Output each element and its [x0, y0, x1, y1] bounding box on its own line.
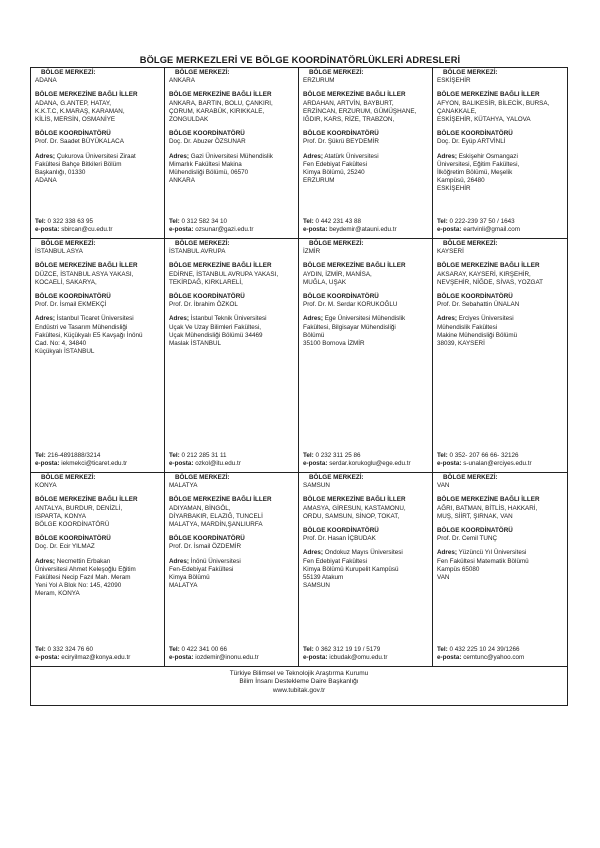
phone-label: Tel: [35, 645, 46, 653]
region-center-name: ANKARA [169, 77, 195, 85]
coordinator-name: Prof. Dr. Hasan İÇBUDAK [303, 535, 376, 543]
address-text: İstanbul Ticaret Üniversitesi Endüstri ve Tasarım Mühendisliği Fakültesi, Küçükyalı E5 Kavşağı İnönü Cad. No: 4, 34840 Küçükyalı İSTANBUL [35, 315, 143, 356]
region-center-label: BÖLGE MERKEZİ: [309, 69, 364, 76]
email-label: e-posta: [35, 459, 60, 467]
region-center-name: VAN [437, 482, 450, 490]
region-center-label: BÖLGE MERKEZİ: [41, 240, 96, 247]
address-text: Çukurova Üniversitesi Ziraat Fakültesi Bahçe Bitkileri Bölüm Başkanlığı, 01330 ADANA [35, 152, 136, 185]
page-title: BÖLGE MERKEZLERİ VE BÖLGE KOORDİNATÖRLÜKLERİ ADRESLERİ [139, 55, 461, 65]
region-center-name: KAYSERİ [437, 248, 464, 256]
coordinator-name: Prof. Dr. İsmail EKMEKÇİ [35, 301, 107, 309]
address-text: Erciyes Üniversitesi Mühendislik Fakültesi Makine Mühendisliği Bölümü 38039, KAYSERİ [437, 315, 518, 348]
address-label: Adres; [35, 557, 55, 565]
email-label: e-posta: [437, 653, 462, 661]
region-center-label: BÖLGE MERKEZİ: [175, 240, 230, 247]
provinces-list: AKSARAY, KAYSERİ, KIRŞEHİR, NEVŞEHİR, NİĞDE, SİVAS, YOZGAT [437, 270, 544, 286]
region-center-name: KONYA [35, 482, 57, 490]
email-link[interactable]: serdar.korukoglu@ege.edu.tr [329, 459, 411, 467]
coordinator-label: BÖLGE KOORDİNATÖRÜ [169, 293, 245, 301]
email-label: e-posta: [303, 653, 328, 661]
region-center-name: ERZURUM [303, 77, 335, 85]
region-cell [433, 68, 567, 239]
email-label: e-posta: [169, 459, 194, 467]
region-cell [165, 68, 299, 239]
provinces-list: AĞRI, BATMAN, BİTLİS, HAKKARİ, MUŞ, SİİRT, ŞIRNAK, VAN [437, 504, 538, 520]
phone-number: 0 322 338 63 95 [47, 217, 94, 225]
phone-label: Tel: [437, 451, 448, 459]
provinces-list: AFYON, BALIKESİR, BİLECİK, BURSA, ÇANAKKALE, ESKİŞEHİR, KÜTAHYA, YALOVA [437, 99, 550, 124]
region-center-label: BÖLGE MERKEZİ: [443, 474, 498, 481]
address-label: Adres; [169, 315, 189, 323]
email-label: e-posta: [303, 225, 328, 233]
phone-label: Tel: [35, 217, 46, 225]
provinces-list: ADANA, G.ANTEP, HATAY, K.K.T.C, K.MARAŞ, KARAMAN, KİLİS, MERSİN, OSMANİYE [35, 99, 125, 124]
coordinator-label: BÖLGE KOORDİNATÖRÜ [35, 535, 111, 543]
coordinator-label: BÖLGE KOORDİNATÖRÜ [169, 535, 245, 543]
phone-number: 0 362 312 19 19 / 5179 [315, 645, 381, 653]
coordinator-label: BÖLGE KOORDİNATÖRÜ [303, 130, 379, 138]
region-cell [165, 239, 299, 473]
region-center-name: SAMSUN [303, 482, 330, 490]
coordinator-name: Doç. Dr. Eyüp ARTVİNLİ [437, 138, 506, 146]
address-label: Adres; [437, 152, 457, 160]
region-cell [31, 239, 165, 473]
provinces-label: BÖLGE MERKEZİNE BAĞLI İLLER [169, 496, 272, 504]
email-link[interactable]: cemtunc@yahoo.com [463, 653, 525, 661]
provinces-label: BÖLGE MERKEZİNE BAĞLI İLLER [437, 262, 540, 270]
provinces-label: BÖLGE MERKEZİNE BAĞLI İLLER [35, 262, 138, 270]
address-label: Adres; [303, 315, 323, 323]
phone-number: 216-4891888/3214 [47, 451, 101, 459]
region-center-label: BÖLGE MERKEZİ: [41, 474, 96, 481]
email-link[interactable]: iekmekci@ticaret.edu.tr [61, 459, 128, 467]
address-text: Ondokuz Mayıs Üniversitesi Fen Edebiyat Fakültesi Kimya Bölümü Kurupelit Kampüsü 55139 Atakum SAMSUN [303, 549, 403, 590]
region-cell [165, 473, 299, 666]
region-center-label: BÖLGE MERKEZİ: [443, 240, 498, 247]
region-cell [31, 473, 165, 666]
provinces-label: BÖLGE MERKEZİNE BAĞLI İLLER [35, 496, 138, 504]
address-label: Adres; [35, 152, 55, 160]
address-text: Ege Üniversitesi Mühendislik Fakültesi, Bilgisayar Mühendisliği Bölümü 35100 Bornova İZMİR [303, 315, 406, 348]
region-center-name: MALATYA [169, 482, 198, 490]
coordinator-name: Prof. Dr. İsmail ÖZDEMİR [169, 543, 242, 551]
address-text: Eskişehir Osmangazi Üniversitesi, Eğitim Fakültesi, İlköğretim Bölümü, Meşelik Kampüsü, 26480 ESKİŞEHİR [437, 152, 520, 193]
footer-institution: Türkiye Bilimsel ve Teknolojik Araştırma Kurumu [229, 670, 369, 677]
provinces-list: ADIYAMAN, BİNGÖL, DİYARBAKIR, ELAZIĞ, TUNCELİ MALATYA, MARDİN,ŞANLIURFA [169, 504, 263, 529]
coordinator-label: BÖLGE KOORDİNATÖRÜ [35, 130, 111, 138]
address-text: Atatürk Üniversitesi Fen Edebiyat Fakültesi Kimya Bölümü, 25240 ERZURUM [303, 152, 379, 185]
phone-number: 0 332 324 76 60 [47, 645, 94, 653]
provinces-label: BÖLGE MERKEZİNE BAĞLI İLLER [169, 262, 272, 270]
email-link[interactable]: icbudak@omu.edu.tr [329, 653, 388, 661]
phone-label: Tel: [437, 645, 448, 653]
provinces-label: BÖLGE MERKEZİNE BAĞLI İLLER [303, 91, 406, 99]
provinces-list: AMASYA, GİRESUN, KASTAMONU, ORDU, SAMSUN, SİNOP, TOKAT, [303, 504, 406, 520]
address-text: İnönü Üniversitesi Fen-Edebiyat Fakültesi Kimya Bölümü MALATYA [169, 557, 241, 590]
provinces-label: BÖLGE MERKEZİNE BAĞLI İLLER [437, 496, 540, 504]
email-label: e-posta: [303, 459, 328, 467]
provinces-label: BÖLGE MERKEZİNE BAĞLI İLLER [437, 91, 540, 99]
phone-label: Tel: [169, 451, 180, 459]
address-label: Adres; [437, 549, 457, 557]
provinces-list: AYDIN, İZMİR, MANİSA, MUĞLA, UŞAK [303, 270, 372, 286]
address-text: İstanbul Teknik Üniversitesi Uçak Ve Uzay Bilimleri Fakültesi, Uçak Mühendisliği Bölümü 34469 Maslak İSTANBUL [169, 315, 267, 348]
coordinator-name: Prof. Dr. İbrahim ÖZKOL [169, 301, 238, 309]
phone-number: 0 442 231 43 88 [315, 217, 362, 225]
email-link[interactable]: sbircan@cu.edu.tr [61, 225, 113, 233]
phone-number: 0 352- 207 66 66- 32126 [449, 451, 519, 459]
coordinator-label: BÖLGE KOORDİNATÖRÜ [437, 527, 513, 535]
email-label: e-posta: [35, 653, 60, 661]
region-center-label: BÖLGE MERKEZİ: [309, 240, 364, 247]
coordinator-label: BÖLGE KOORDİNATÖRÜ [35, 293, 111, 301]
footer-department: Bilim İnsanı Destekleme Daire Başkanlığı [239, 678, 359, 686]
email-label: e-posta: [169, 653, 194, 661]
region-center-name: ADANA [35, 77, 57, 85]
provinces-label: BÖLGE MERKEZİNE BAĞLI İLLER [303, 262, 406, 270]
region-center-name: İZMİR [303, 248, 321, 256]
address-label: Adres; [169, 152, 189, 160]
address-text: Gazi Üniversitesi Mühendislik Mimarlık Fakültesi Makina Mühendisliği Bölümü, 06570 ANKARA [169, 152, 273, 185]
region-center-label: BÖLGE MERKEZİ: [443, 69, 498, 76]
email-link[interactable]: eciryilmaz@konya.edu.tr [61, 653, 131, 661]
region-cell [299, 239, 433, 473]
email-link[interactable]: iozdemir@inonu.edu.tr [195, 653, 259, 661]
address-label: Adres; [35, 315, 55, 323]
region-cell [31, 68, 165, 239]
region-center-label: BÖLGE MERKEZİ: [309, 474, 364, 481]
provinces-list: DÜZCE, İSTANBUL ASYA YAKASI, KOCAELİ, SAKARYA, [35, 270, 134, 286]
provinces-label: BÖLGE MERKEZİNE BAĞLI İLLER [35, 91, 138, 99]
address-text: Necmettin Erbakan Üniversitesi Ahmet Keleşoğlu Eğitim Fakültesi Necip Fazıl Mah. Meram Yeni Yol A Blok No: 145, 42090 Meram, KONYA [35, 557, 136, 598]
coordinator-name: Prof. Dr. Saadet BÜYÜKALACA [35, 138, 124, 146]
email-label: e-posta: [437, 459, 462, 467]
phone-label: Tel: [437, 217, 448, 225]
phone-label: Tel: [169, 645, 180, 653]
email-label: e-posta: [437, 225, 462, 233]
address-label: Adres; [169, 557, 189, 565]
coordinator-label: BÖLGE KOORDİNATÖRÜ [303, 527, 379, 535]
phone-number: 0 222-239 37 50 / 1643 [449, 217, 515, 225]
region-center-name: ESKİŞEHİR [437, 77, 471, 85]
email-label: e-posta: [169, 225, 194, 233]
phone-label: Tel: [35, 451, 46, 459]
provinces-list: EDİRNE, İSTANBUL AVRUPA YAKASI, TEKİRDAĞ, KIRKLARELİ, [169, 270, 279, 286]
phone-number: 0 232 311 25 86 [315, 451, 361, 459]
address-label: Adres; [303, 152, 323, 160]
coordinator-name: Prof. Dr. M. Serdar KORUKOĞLU [303, 301, 398, 309]
region-cell [433, 239, 567, 473]
phone-label: Tel: [303, 217, 314, 225]
address-label: Adres; [303, 549, 323, 557]
coordinator-name: Doç. Dr. Ecir YILMAZ [35, 543, 95, 551]
email-link[interactable]: s-unalan@erciyes.edu.tr [463, 459, 532, 467]
coordinator-name: Prof. Dr. Cemil TUNÇ [437, 535, 498, 543]
provinces-label: BÖLGE MERKEZİNE BAĞLI İLLER [303, 496, 406, 504]
phone-label: Tel: [169, 217, 180, 225]
address-label: Adres; [437, 315, 457, 323]
coordinator-label: BÖLGE KOORDİNATÖRÜ [437, 130, 513, 138]
provinces-list: ARDAHAN, ARTVİN, BAYBURT, ERZİNCAN, ERZURUM, GÜMÜŞHANE, IĞDIR, KARS, RİZE, TRABZON, [303, 99, 417, 124]
email-link[interactable]: beydemir@atauni.edu.tr [329, 225, 397, 233]
coordinator-label: BÖLGE KOORDİNATÖRÜ [303, 293, 379, 301]
region-cell [433, 473, 567, 666]
region-center-label: BÖLGE MERKEZİ: [41, 69, 96, 76]
phone-label: Tel: [303, 451, 314, 459]
email-label: e-posta: [35, 225, 60, 233]
coordinator-label: BÖLGE KOORDİNATÖRÜ [437, 293, 513, 301]
address-text: Yüzüncü Yıl Üniversitesi Fen Fakültesi Matematik Bölümü Kampüs 65080 VAN [437, 549, 529, 582]
provinces-label: BÖLGE MERKEZİNE BAĞLI İLLER [169, 91, 272, 99]
coordinator-name: Prof. Dr. Sebahattin ÜNALAN [437, 301, 520, 309]
region-center-name: İSTANBUL ASYA [35, 248, 83, 256]
coordinator-name: Prof. Dr. Şükrü BEYDEMİR [303, 138, 379, 146]
coordinator-label: BÖLGE KOORDİNATÖRÜ [169, 130, 245, 138]
email-link[interactable]: ozkol@itu.edu.tr [195, 459, 241, 467]
phone-number: 0 422 341 00 66 [181, 645, 228, 653]
provinces-list: ANTALYA, BURDUR, DENİZLİ, ISPARTA, KONYA BÖLGE KOORDİNATÖRÜ [35, 504, 123, 529]
region-center-label: BÖLGE MERKEZİ: [175, 69, 230, 76]
region-cell [299, 68, 433, 239]
email-link[interactable]: eartvinli@gmail.com [463, 225, 521, 233]
phone-number: 0 212 285 31 11 [181, 451, 227, 459]
phone-number: 0 432 225 10 24 39/1266 [449, 645, 520, 653]
provinces-list: ANKARA, BARTIN, BOLU, ÇANKIRI, ÇORUM, KARABÜK, KIRIKKALE, ZONGULDAK [169, 99, 273, 124]
coordinator-name: Doç. Dr. Abuzer ÖZSUNAR [169, 138, 246, 146]
region-center-label: BÖLGE MERKEZİ: [175, 474, 230, 481]
phone-label: Tel: [303, 645, 314, 653]
footer [30, 667, 568, 706]
footer-website-link[interactable]: www.tubitak.gov.tr [272, 686, 326, 694]
regions-table [30, 67, 568, 667]
region-cell [299, 473, 433, 666]
phone-number: 0 312 582 34 10 [181, 217, 228, 225]
email-link[interactable]: ozsunar@gazi.edu.tr [195, 225, 254, 233]
region-center-name: İSTANBUL AVRUPA [169, 248, 226, 256]
